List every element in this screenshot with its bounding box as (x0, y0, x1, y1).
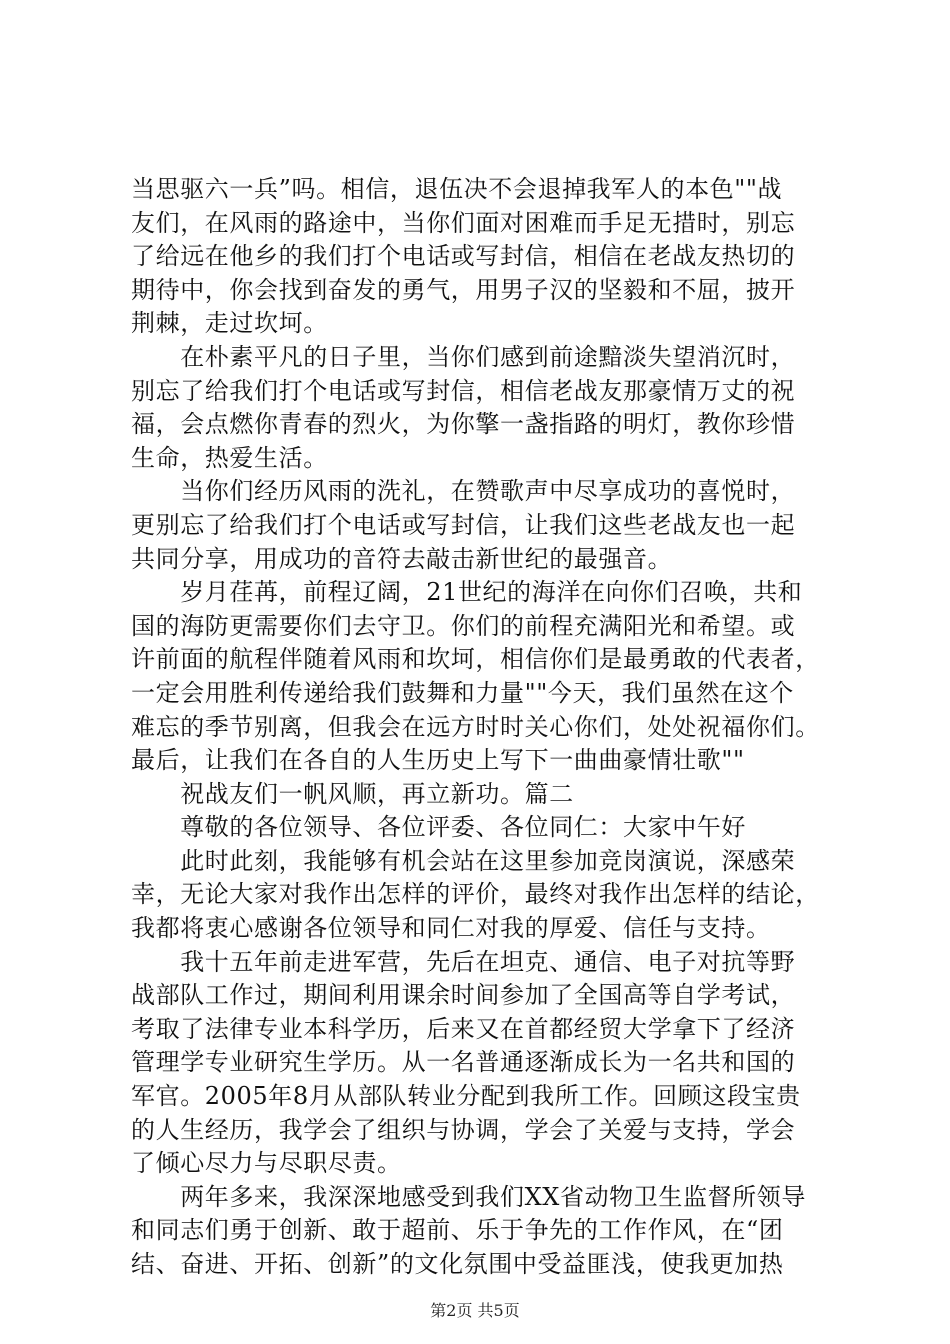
text-line: 许前面的航程伴随着风雨和坎坷，相信你们是最勇敢的代表者， (131, 645, 820, 674)
text-line: 荆棘，走过坎坷。 (131, 309, 328, 338)
text-line: 友们，在风雨的路途中，当你们面对困难而手足无措时，别忘 (131, 208, 796, 237)
text-line: 的人生经历，我学会了组织与协调，学会了关爱与支持，学会 (131, 1115, 796, 1144)
text-line: 管理学专业研究生学历。从一名普通逐渐成长为一名共和国的 (131, 1048, 796, 1077)
text-line: 福，会点燃你青春的烈火，为你擎一盏指路的明灯，教你珍惜 (131, 410, 796, 439)
text-line: 在朴素平凡的日子里，当你们感到前途黯淡失望消沉时， (131, 342, 796, 371)
text-line: 一定会用胜利传递给我们鼓舞和力量""今天，我们虽然在这个 (131, 678, 794, 707)
text-line: 更别忘了给我们打个电话或写封信，让我们这些老战友也一起 (131, 510, 796, 539)
text-line: 了给远在他乡的我们打个电话或写封信，相信在老战友热切的 (131, 242, 796, 271)
text-line: 别忘了给我们打个电话或写封信，相信老战友那豪情万丈的祝 (131, 376, 796, 405)
text-line: 战部队工作过，期间利用课余时间参加了全国高等自学考试， (131, 981, 796, 1010)
text-line: 祝战友们一帆风顺，再立新功。篇二 (131, 779, 574, 808)
text-line: 国的海防更需要你们去守卫。你们的前程充满阳光和希望。或 (131, 611, 796, 640)
text-line: 了倾心尽力与尽职尽责。 (131, 1149, 402, 1178)
text-line: 期待中，你会找到奋发的勇气，用男子汉的坚毅和不屈，披开 (131, 275, 796, 304)
page-number: 第2页 共5页 (430, 1301, 520, 1320)
text-line: 军官。2005年8月从部队转业分配到我所工作。回顾这段宝贵 (131, 1082, 801, 1111)
text-line: 和同志们勇于创新、敢于超前、乐于争先的工作作风，在“团 (131, 1216, 784, 1245)
text-line: 我十五年前走进军营，先后在坦克、通信、电子对抗等野 (131, 947, 796, 976)
text-line: 结、奋进、开拓、创新”的文化氛围中受益匪浅，使我更加热 (131, 1250, 784, 1278)
text-line: 考取了法律专业本科学历，后来又在首都经贸大学拿下了经济 (131, 1014, 796, 1043)
text-line: 此时此刻，我能够有机会站在这里参加竞岗演说，深感荣 (131, 846, 796, 875)
text-line: 幸，无论大家对我作出怎样的评价，最终对我作出怎样的结论， (131, 880, 820, 909)
text-line: 当你们经历风雨的洗礼，在赞歌声中尽享成功的喜悦时， (131, 477, 796, 506)
text-line: 我都将衷心感谢各位领导和同仁对我的厚爱、信任与支持。 (131, 914, 771, 943)
text-line: 难忘的季节别离，但我会在远方时时关心你们，处处祝福你们。 (131, 712, 820, 741)
text-line: 当思驱六一兵”吗。相信，退伍决不会退掉我军人的本色""战 (131, 175, 783, 203)
text-line: 两年多来，我深深地感受到我们XX省动物卫生监督所领导 (131, 1182, 806, 1211)
text-line: 生命，热爱生活。 (131, 443, 328, 472)
text-line: 岁月荏苒，前程辽阔，21世纪的海洋在向你们召唤，共和 (131, 578, 803, 607)
text-line: 最后，让我们在各自的人生历史上写下一曲曲豪情壮歌"" (131, 746, 745, 775)
document-body (131, 173, 851, 1282)
text-line: 尊敬的各位领导、各位评委、各位同仁：大家中午好 (131, 813, 746, 842)
text-line: 共同分享，用成功的音符去敲击新世纪的最强音。 (131, 544, 673, 573)
